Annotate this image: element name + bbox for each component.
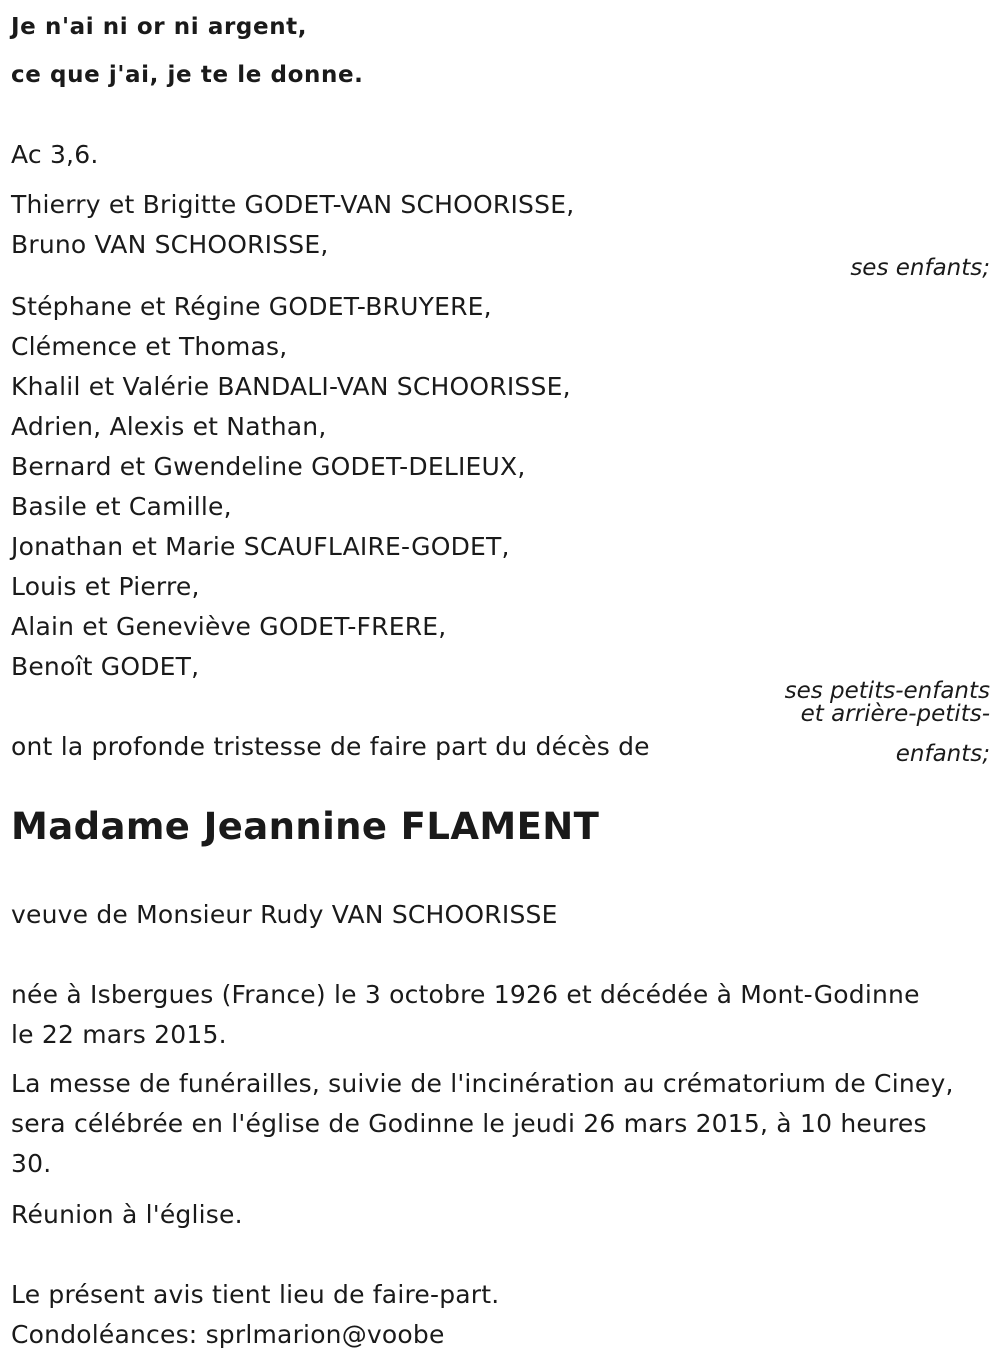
- grandchild-name: Clémence et Thomas,: [11, 332, 288, 361]
- birth-death-line-2: le 22 mars 2015.: [11, 1020, 227, 1049]
- funeral-line-1: La messe de funérailles, suivie de l'incinération au crématorium de Ciney,: [11, 1069, 954, 1098]
- grandchildren-role-line-3: enfants;: [895, 741, 990, 767]
- grandchild-name: Stéphane et Régine GODET-BRUYERE,: [11, 292, 492, 321]
- funeral-line-3: 30.: [11, 1149, 52, 1178]
- grandchild-name: Basile et Camille,: [11, 492, 232, 521]
- child-name: Bruno VAN SCHOORISSE,: [11, 230, 329, 259]
- widow-of-text: veuve de Monsieur Rudy VAN SCHOORISSE: [11, 900, 558, 929]
- grandchild-name: Bernard et Gwendeline GODET-DELIEUX,: [11, 452, 526, 481]
- grandchildren-role-line-2: et arrière-petits-: [800, 701, 990, 727]
- birth-death-line-1: née à Isbergues (France) le 3 octobre 1926 et décédée à Mont-Godinne: [11, 980, 920, 1009]
- meeting-text: Réunion à l'église.: [11, 1200, 243, 1229]
- deceased-name: Madame Jeannine FLAMENT: [11, 805, 600, 848]
- quote-line-1: Je n'ai ni or ni argent,: [11, 14, 308, 40]
- notice-text: Le présent avis tient lieu de faire-part.: [11, 1280, 500, 1309]
- quote-line-2: ce que j'ai, je te le donne.: [11, 62, 364, 88]
- grandchild-name: Khalil et Valérie BANDALI-VAN SCHOORISSE,: [11, 372, 571, 401]
- condolences-text: Condoléances: sprlmarion@voobe: [11, 1320, 445, 1349]
- grandchild-name: Louis et Pierre,: [11, 572, 200, 601]
- grandchild-name: Alain et Geneviève GODET-FRERE,: [11, 612, 447, 641]
- quote-reference: Ac 3,6.: [11, 140, 99, 169]
- grandchild-name: Benoît GODET,: [11, 652, 200, 681]
- announcement-text: ont la profonde tristesse de faire part du décès de: [11, 732, 650, 761]
- grandchildren-role-line-1: ses petits-enfants: [784, 678, 990, 704]
- funeral-line-2: sera célébrée en l'église de Godinne le jeudi 26 mars 2015, à 10 heures: [11, 1109, 927, 1138]
- children-role: ses enfants;: [850, 255, 990, 281]
- child-name: Thierry et Brigitte GODET-VAN SCHOORISSE,: [11, 190, 575, 219]
- grandchild-name: Adrien, Alexis et Nathan,: [11, 412, 327, 441]
- grandchild-name: Jonathan et Marie SCAUFLAIRE-GODET,: [11, 532, 510, 561]
